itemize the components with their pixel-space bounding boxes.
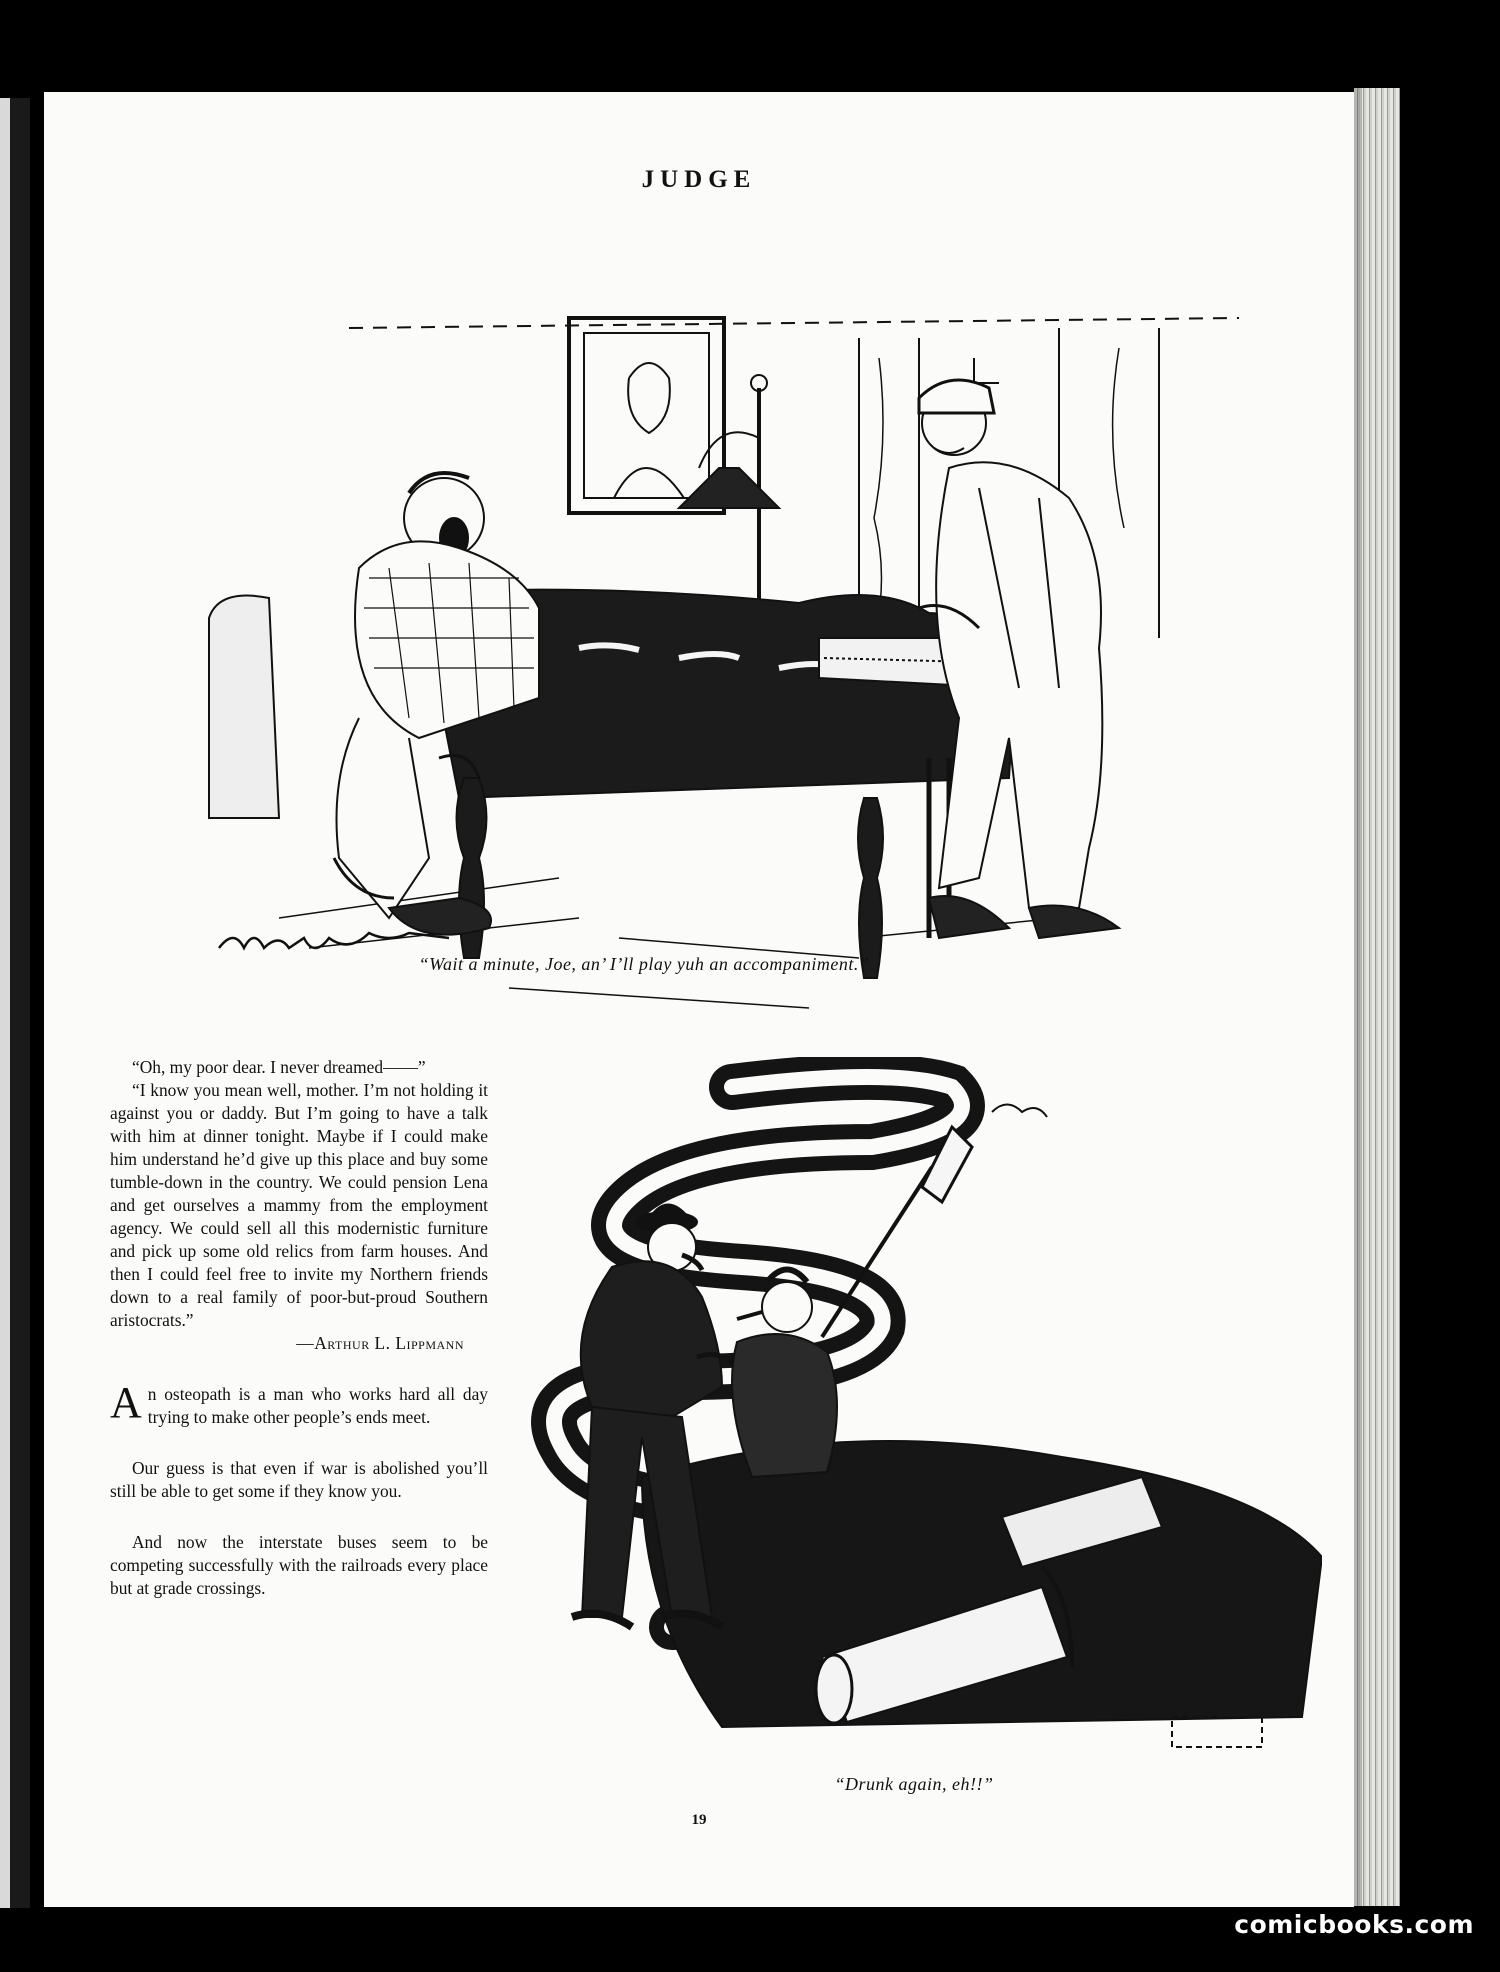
- watermark: comicbooks.com: [1234, 1910, 1474, 1939]
- story-paragraph: “Oh, my poor dear. I never dreamed——”: [132, 1057, 426, 1077]
- byline: —Arthur L. Lippmann: [296, 1333, 464, 1353]
- drop-cap: A: [110, 1378, 142, 1427]
- joke-osteopath: An osteopath is a man who works hard all day trying to make other people’s ends meet.: [110, 1378, 488, 1427]
- ditch-digger-cartoon: [522, 1057, 1322, 1767]
- top-cartoon-caption: “Wait a minute, Joe, an’ I’ll play yuh an accompaniment.”: [418, 954, 870, 974]
- story-paragraph: “I know you mean well, mother. I’m not holding it against you or daddy. But I’m going to have a talk with him at dinner tonight. Maybe if I could make him understand he’d give up this place and buy some tumble-down in the country. We could pension Lena and get ourselves a mammy from the employment agency. We could sell all this modernistic furniture and pick up some old relics from farm houses. And then I could feel free to invite my Northern friends down to a real family of poor-but-proud Southern aristocrats.”: [110, 1080, 488, 1330]
- bottom-cartoon-caption: “Drunk again, eh!!”: [834, 1774, 994, 1794]
- page-stack-edge: [1354, 88, 1400, 1906]
- page-number: 19: [691, 1812, 707, 1828]
- magazine-page: [44, 92, 1354, 1907]
- facing-page-edge: [0, 98, 30, 1908]
- text-column: [110, 1056, 488, 1600]
- piano-movers-cartoon: [159, 218, 1254, 1038]
- masthead: JUDGE: [641, 166, 757, 193]
- joke-war: Our guess is that even if war is abolished you’ll still be able to get some if they know you.: [110, 1458, 488, 1501]
- joke-buses: And now the interstate buses seem to be competing successfully with the railroads every place but at grade crossings.: [110, 1532, 488, 1598]
